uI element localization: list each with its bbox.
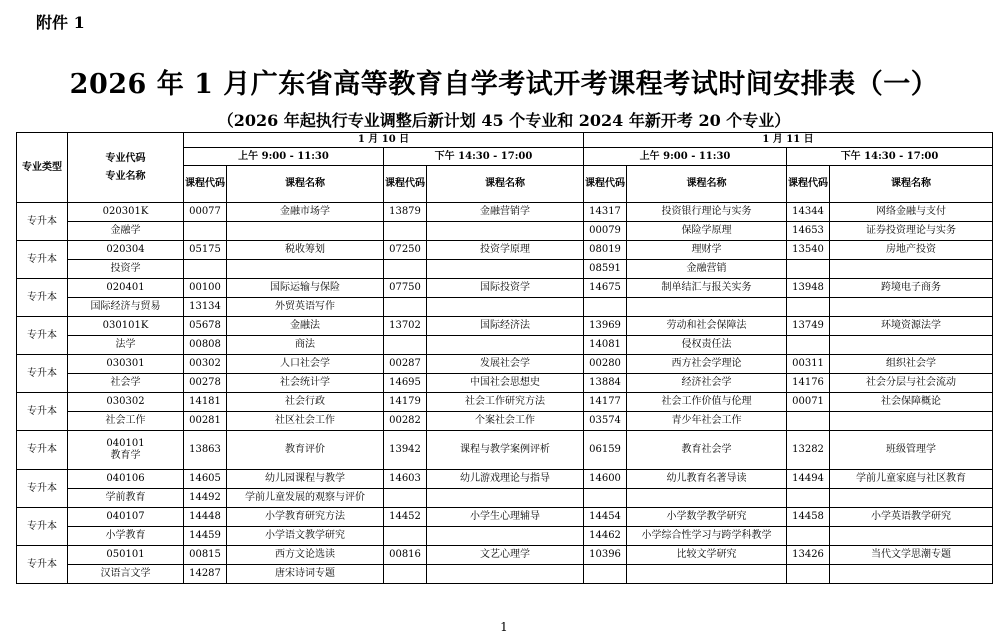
major-name: 国际经济与贸易 — [68, 298, 184, 317]
course-name — [427, 336, 584, 355]
table-row — [17, 298, 993, 317]
major-type: 专升本 — [17, 317, 68, 355]
major-type: 专升本 — [17, 546, 68, 584]
course-code — [584, 489, 627, 508]
course-code — [787, 489, 830, 508]
document-title: 2026 年 1 月广东省高等教育自学考试开考课程考试时间安排表（一） — [69, 69, 939, 100]
course-name: 社会保障概论 — [830, 393, 993, 412]
course-name: 幼儿园课程与教学 — [227, 470, 384, 489]
header-course-code: 课程代码 — [184, 166, 227, 203]
course-name: 保险学原理 — [627, 222, 787, 241]
table-row — [17, 374, 993, 393]
table-row — [17, 527, 993, 546]
header-course-code: 课程代码 — [384, 166, 427, 203]
course-code: 13942 — [384, 431, 427, 470]
major-name: 法学 — [68, 336, 184, 355]
table-row — [17, 412, 993, 431]
major-code: 040106 — [68, 470, 184, 489]
header-course-name: 课程名称 — [427, 166, 584, 203]
course-name: 外贸英语写作 — [227, 298, 384, 317]
course-name — [830, 489, 993, 508]
course-code: 00815 — [184, 546, 227, 565]
course-code: 13282 — [787, 431, 830, 470]
major-type: 专升本 — [17, 470, 68, 508]
course-name: 社会工作价值与伦理 — [627, 393, 787, 412]
table-row — [17, 489, 993, 508]
course-code — [787, 260, 830, 279]
major-name: 汉语言文学 — [68, 565, 184, 584]
course-name: 证券投资理论与实务 — [830, 222, 993, 241]
course-name: 幼儿游戏理论与指导 — [427, 470, 584, 489]
course-code: 14462 — [584, 527, 627, 546]
major-name: 学前教育 — [68, 489, 184, 508]
course-code: 13134 — [184, 298, 227, 317]
course-name: 社区社会工作 — [227, 412, 384, 431]
table-row — [17, 431, 993, 470]
course-name — [227, 260, 384, 279]
header-day1-afternoon: 下午 14:30 - 17:00 — [384, 148, 584, 166]
header-day-2: 1 月 11 日 — [584, 133, 993, 148]
course-code — [584, 298, 627, 317]
course-code — [384, 298, 427, 317]
course-code: 07250 — [384, 241, 427, 260]
exam-schedule-table — [16, 132, 993, 584]
major-code: 020401 — [68, 279, 184, 298]
course-name: 劳动和社会保障法 — [627, 317, 787, 336]
course-name — [427, 298, 584, 317]
course-name: 房地产投资 — [830, 241, 993, 260]
course-code: 14287 — [184, 565, 227, 584]
major-name: 投资学 — [68, 260, 184, 279]
table-row — [17, 546, 993, 565]
course-name: 国际投资学 — [427, 279, 584, 298]
course-code: 14179 — [384, 393, 427, 412]
course-name: 经济社会学 — [627, 374, 787, 393]
course-name: 青少年社会工作 — [627, 412, 787, 431]
table-row — [17, 317, 993, 336]
table-row — [17, 470, 993, 489]
course-code — [384, 336, 427, 355]
course-code: 00077 — [184, 203, 227, 222]
course-name: 网络金融与支付 — [830, 203, 993, 222]
major-type: 专升本 — [17, 241, 68, 279]
course-code: 00278 — [184, 374, 227, 393]
header-major-code-name: 专业代码 专业名称 — [68, 133, 184, 203]
course-code: 00071 — [787, 393, 830, 412]
course-code: 13969 — [584, 317, 627, 336]
course-name — [830, 298, 993, 317]
course-name: 幼儿教育名著导读 — [627, 470, 787, 489]
header-day-1: 1 月 10 日 — [184, 133, 584, 148]
course-code: 00100 — [184, 279, 227, 298]
header-major-type: 专业类型 — [17, 133, 68, 203]
page-number: 1 — [500, 620, 508, 634]
major-name: 金融学 — [68, 222, 184, 241]
course-name: 小学生心理辅导 — [427, 508, 584, 527]
course-name: 金融法 — [227, 317, 384, 336]
course-code — [787, 565, 830, 584]
major-name: 教育学 — [110, 450, 141, 461]
header-course-code: 课程代码 — [787, 166, 830, 203]
course-name — [830, 260, 993, 279]
major-name: 小学教育 — [68, 527, 184, 546]
major-code: 040107 — [68, 508, 184, 527]
course-name: 环境资源法学 — [830, 317, 993, 336]
course-name: 投资银行理论与实务 — [627, 203, 787, 222]
course-code: 00287 — [384, 355, 427, 374]
course-name: 教育评价 — [227, 431, 384, 470]
attachment-label: 附件 1 — [36, 13, 85, 32]
course-name — [627, 298, 787, 317]
course-code — [584, 565, 627, 584]
course-code: 14452 — [384, 508, 427, 527]
course-name: 学前儿童家庭与社区教育 — [830, 470, 993, 489]
course-code: 13948 — [787, 279, 830, 298]
course-name: 金融市场学 — [227, 203, 384, 222]
course-code: 07750 — [384, 279, 427, 298]
course-code: 00280 — [584, 355, 627, 374]
header-day1-morning: 上午 9:00 - 11:30 — [184, 148, 384, 166]
course-name: 跨境电子商务 — [830, 279, 993, 298]
table-row — [17, 241, 993, 260]
course-name — [427, 222, 584, 241]
course-code: 13540 — [787, 241, 830, 260]
table-row — [17, 355, 993, 374]
course-code: 14458 — [787, 508, 830, 527]
course-name: 西方社会学理论 — [627, 355, 787, 374]
header-course-name: 课程名称 — [830, 166, 993, 203]
course-name: 金融营销学 — [427, 203, 584, 222]
table-row — [17, 222, 993, 241]
course-code: 03574 — [584, 412, 627, 431]
course-name: 小学数学教学研究 — [627, 508, 787, 527]
major-name: 社会学 — [68, 374, 184, 393]
course-code: 10396 — [584, 546, 627, 565]
course-code: 13749 — [787, 317, 830, 336]
course-code: 13884 — [584, 374, 627, 393]
course-name: 侵权责任法 — [627, 336, 787, 355]
course-code: 00079 — [584, 222, 627, 241]
course-code: 14605 — [184, 470, 227, 489]
table-row — [17, 336, 993, 355]
course-name — [830, 336, 993, 355]
course-code — [384, 565, 427, 584]
major-code: 030302 — [68, 393, 184, 412]
course-code: 08019 — [584, 241, 627, 260]
major-name: 社会工作 — [68, 412, 184, 431]
course-code: 14494 — [787, 470, 830, 489]
course-code — [787, 527, 830, 546]
course-code — [184, 260, 227, 279]
course-name: 西方文论选读 — [227, 546, 384, 565]
course-name: 小学教育研究方法 — [227, 508, 384, 527]
table-row — [17, 260, 993, 279]
course-code: 14177 — [584, 393, 627, 412]
major-type: 专升本 — [17, 431, 68, 470]
course-code: 14344 — [787, 203, 830, 222]
course-code — [384, 222, 427, 241]
course-name: 小学语文教学研究 — [227, 527, 384, 546]
course-code — [384, 260, 427, 279]
course-code — [787, 336, 830, 355]
course-code: 14181 — [184, 393, 227, 412]
course-code: 00281 — [184, 412, 227, 431]
course-name — [627, 565, 787, 584]
course-name: 文艺心理学 — [427, 546, 584, 565]
course-code: 14492 — [184, 489, 227, 508]
course-name: 当代文学思潮专题 — [830, 546, 993, 565]
course-code: 05175 — [184, 241, 227, 260]
course-name: 小学英语教学研究 — [830, 508, 993, 527]
course-code — [787, 412, 830, 431]
course-code: 14459 — [184, 527, 227, 546]
major-code: 050101 — [68, 546, 184, 565]
major-code: 040101 — [106, 438, 145, 449]
course-name: 税收筹划 — [227, 241, 384, 260]
table-row — [17, 203, 993, 222]
course-name — [227, 222, 384, 241]
course-name: 制单结汇与报关实务 — [627, 279, 787, 298]
course-name: 教育社会学 — [627, 431, 787, 470]
course-name: 金融营销 — [627, 260, 787, 279]
course-code: 13879 — [384, 203, 427, 222]
course-name — [427, 260, 584, 279]
course-code: 14081 — [584, 336, 627, 355]
course-code: 00282 — [384, 412, 427, 431]
course-code: 13702 — [384, 317, 427, 336]
course-code: 14176 — [787, 374, 830, 393]
course-name: 发展社会学 — [427, 355, 584, 374]
major-code: 030301 — [68, 355, 184, 374]
course-code: 13426 — [787, 546, 830, 565]
course-code: 14600 — [584, 470, 627, 489]
course-name — [427, 527, 584, 546]
course-code: 14454 — [584, 508, 627, 527]
course-name: 学前儿童发展的观察与评价 — [227, 489, 384, 508]
course-code — [384, 527, 427, 546]
course-name: 唐宋诗词专题 — [227, 565, 384, 584]
schedule-body — [17, 203, 993, 584]
course-name — [427, 489, 584, 508]
course-name: 社会行政 — [227, 393, 384, 412]
course-name: 个案社会工作 — [427, 412, 584, 431]
major-type: 专升本 — [17, 203, 68, 241]
course-name — [830, 412, 993, 431]
major-type: 专升本 — [17, 508, 68, 546]
major-type: 专升本 — [17, 279, 68, 317]
course-code: 08591 — [584, 260, 627, 279]
major-type: 专升本 — [17, 355, 68, 393]
course-name: 比较文学研究 — [627, 546, 787, 565]
header-course-name: 课程名称 — [627, 166, 787, 203]
course-code: 14603 — [384, 470, 427, 489]
header-day2-morning: 上午 9:00 - 11:30 — [584, 148, 787, 166]
major-code: 030101K — [68, 317, 184, 336]
course-name — [830, 565, 993, 584]
header-day2-afternoon: 下午 14:30 - 17:00 — [787, 148, 993, 166]
course-name: 班级管理学 — [830, 431, 993, 470]
course-code: 14448 — [184, 508, 227, 527]
course-name — [627, 489, 787, 508]
course-code: 00302 — [184, 355, 227, 374]
course-name: 国际经济法 — [427, 317, 584, 336]
course-code — [184, 222, 227, 241]
course-name: 组织社会学 — [830, 355, 993, 374]
table-row — [17, 508, 993, 527]
course-code: 14695 — [384, 374, 427, 393]
course-name: 商法 — [227, 336, 384, 355]
header-course-name: 课程名称 — [227, 166, 384, 203]
course-code: 13863 — [184, 431, 227, 470]
course-name: 课程与教学案例评析 — [427, 431, 584, 470]
course-name: 中国社会思想史 — [427, 374, 584, 393]
course-name — [830, 527, 993, 546]
header-course-code: 课程代码 — [584, 166, 627, 203]
course-code: 14675 — [584, 279, 627, 298]
course-name — [427, 565, 584, 584]
course-code: 14653 — [787, 222, 830, 241]
course-code — [384, 489, 427, 508]
major-type: 专升本 — [17, 393, 68, 431]
course-code: 05678 — [184, 317, 227, 336]
table-row — [17, 393, 993, 412]
document-subtitle: （2026 年起执行专业调整后新计划 45 个专业和 2024 年新开考 20 个专业） — [217, 111, 791, 130]
course-name: 小学综合性学习与跨学科教学 — [627, 527, 787, 546]
course-name: 投资学原理 — [427, 241, 584, 260]
course-name: 人口社会学 — [227, 355, 384, 374]
course-name: 社会分层与社会流动 — [830, 374, 993, 393]
course-code: 00808 — [184, 336, 227, 355]
course-code: 14317 — [584, 203, 627, 222]
course-code: 00311 — [787, 355, 830, 374]
major-code: 020301K — [68, 203, 184, 222]
major-code: 020304 — [68, 241, 184, 260]
course-name: 社会统计学 — [227, 374, 384, 393]
course-name: 社会工作研究方法 — [427, 393, 584, 412]
course-code: 06159 — [584, 431, 627, 470]
course-name: 理财学 — [627, 241, 787, 260]
course-code — [787, 298, 830, 317]
table-row — [17, 279, 993, 298]
major-code-name — [68, 431, 184, 470]
course-code: 00816 — [384, 546, 427, 565]
course-name: 国际运输与保险 — [227, 279, 384, 298]
table-row — [17, 565, 993, 584]
